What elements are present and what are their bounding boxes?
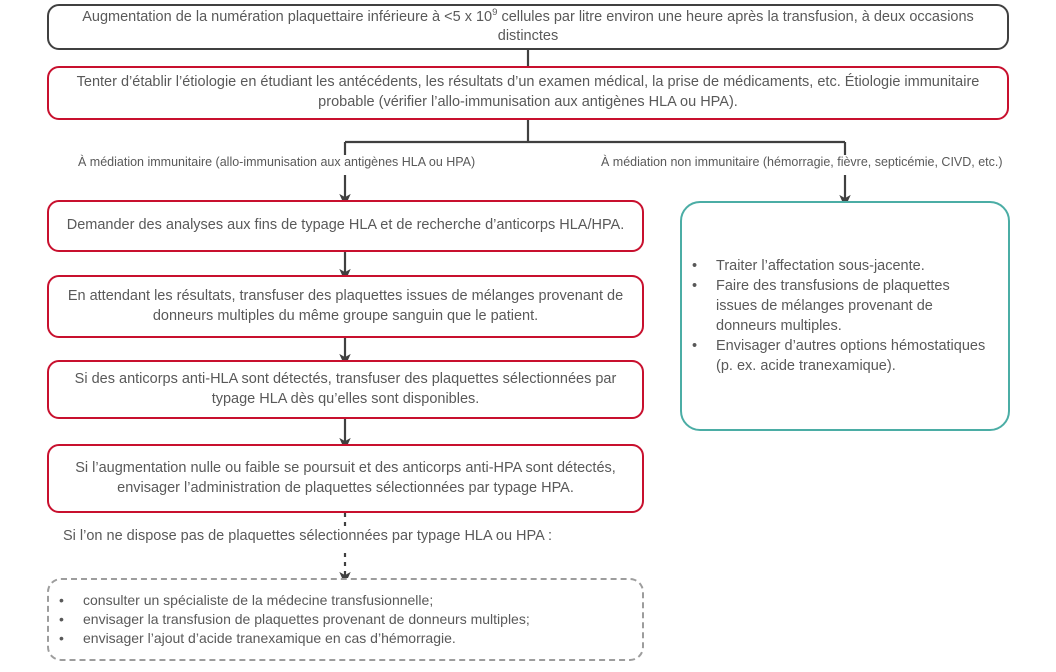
bullet-icon: • [59, 610, 64, 627]
list-item-text: Envisager d’autres options hémostatiques (p. ex. acide tranexamique). [716, 338, 986, 374]
node-fallback-options [47, 578, 644, 661]
label-branch-non-immune: À médiation non immunitaire (hémorragie, fièvre, septicémie, CIVD, etc.) [601, 155, 1003, 169]
node-immune-step-1 [47, 200, 644, 252]
exponent-9: 9 [492, 7, 498, 19]
node-immune-step-4-text: Si l’augmentation nulle ou faible se poursuit et des anticorps anti-HPA sont détectés, envisager l’administration de plaquettes sélectionnées par typage HPA. [75, 459, 616, 496]
node-immune-step-2 [47, 275, 644, 338]
node-immune-step-3 [47, 360, 644, 419]
bullet-icon: • [59, 630, 64, 647]
label-fallback-intro: Si l’on ne dispose pas de plaquettes sélectionnées par typage HLA ou HPA : [63, 528, 553, 544]
node-immune-step-3-text: Si des anticorps anti-HLA sont détectés, transfuser des plaquettes sélectionnées par typage HLA dès qu’elles sont disponibles. [74, 370, 617, 407]
bullet-icon: • [692, 278, 698, 294]
node-start-text: Augmentation de la numération plaquettaire inférieure à <5 x $10^9$ cellules par litre environ une heure après la transfusion, à deux occasions distinctes [82, 7, 974, 45]
node-immune-step-4 [47, 444, 644, 513]
node-immune-step-2-text: En attendant les résultats, transfuser des plaquettes issues de mélanges provenant de donneurs multiples du même groupe sanguin que le patient. [67, 287, 624, 324]
bullet-icon: • [59, 591, 64, 608]
list-item [682, 276, 994, 336]
list-item-text: Traiter l’affectation sous-jacente. [716, 258, 925, 274]
node-immune-step-1-text: Demander des analyses aux fins de typage HLA et de recherche d’anticorps HLA/HPA. [66, 217, 625, 234]
node-start [47, 4, 1009, 50]
fallback-bullet-list [49, 591, 642, 649]
list-item [49, 591, 642, 610]
list-item-text: envisager l’ajout d’acide tranexamique en cas d’hémorragie. [83, 630, 456, 647]
bullet-icon: • [692, 258, 698, 274]
bullet-icon: • [692, 338, 698, 354]
node-etiology-text: Tenter d’établir l’étiologie en étudiant les antécédents, les résultats d’un examen médical, la prise de médicaments, etc. Étiologie immunitaire probable (vérifier l’allo-immunisation aux antigènes HLA ou HPA). [76, 74, 980, 110]
node-non-immune-management [680, 201, 1010, 431]
list-item [682, 256, 994, 276]
list-item [49, 629, 642, 648]
list-item-text: Faire des transfusions de plaquettes issues de mélanges provenant de donneurs multiples. [716, 278, 950, 334]
node-etiology [47, 66, 1009, 120]
list-item-text: envisager la transfusion de plaquettes provenant de donneurs multiples; [83, 610, 530, 627]
list-item [682, 336, 994, 376]
label-branch-immune: À médiation immunitaire (allo-immunisation aux antigènes HLA ou HPA) [78, 155, 476, 169]
non-immune-bullet-list [682, 256, 1008, 376]
list-item [49, 610, 642, 629]
list-item-text: consulter un spécialiste de la médecine transfusionnelle; [83, 591, 434, 608]
